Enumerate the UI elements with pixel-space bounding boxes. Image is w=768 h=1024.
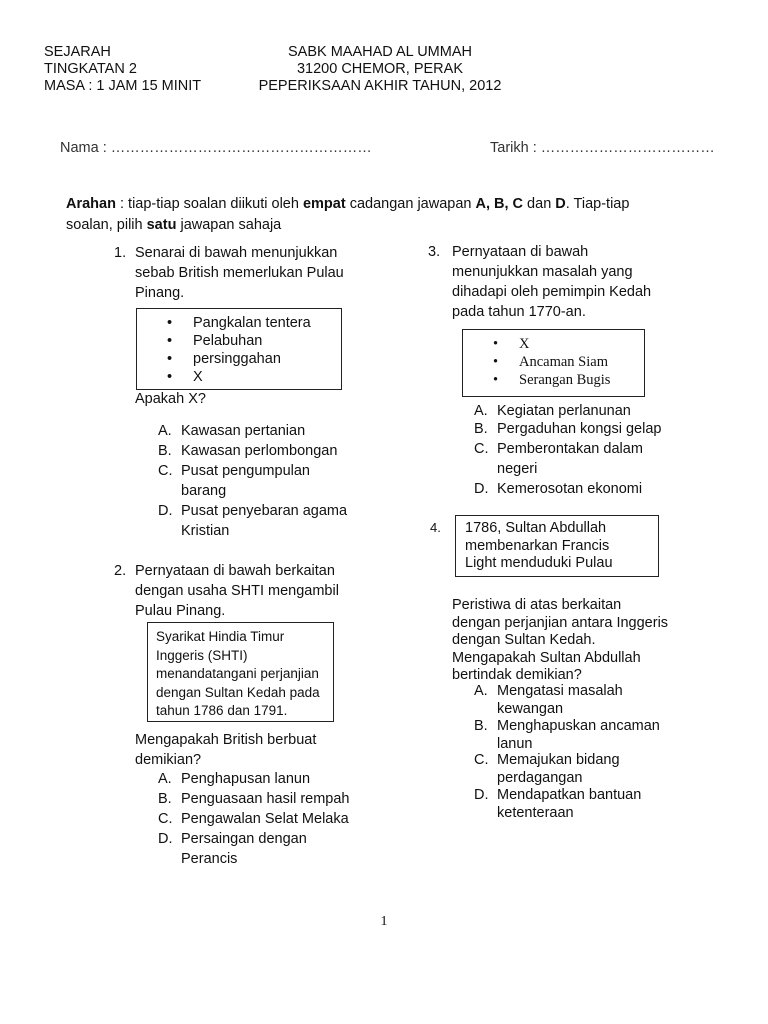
option-label: D.	[474, 481, 489, 497]
source-box	[136, 308, 342, 390]
option-text: Kegiatan perlanunan	[497, 403, 631, 419]
option-line: kewangan	[497, 700, 564, 717]
option-text	[181, 501, 347, 541]
stem-line: Pernyataan di bawah berkaitan	[135, 563, 335, 579]
box-line: Light menduduki Pulau	[465, 555, 613, 571]
option-line: Perancis	[181, 851, 238, 867]
stem-line: dengan Sultan Kedah.	[452, 632, 596, 648]
option-text	[497, 787, 641, 822]
option-line: Pemberontakan dalam	[497, 441, 643, 457]
option-line: Mengatasi masalah	[497, 683, 623, 699]
instr-text: cadangan jawapan	[345, 196, 476, 212]
option-label: A.	[474, 403, 488, 419]
bullet-text: persinggahan	[193, 351, 281, 367]
option-text: Pergaduhan kongsi gelap	[497, 421, 662, 437]
option-text: Kawasan perlombongan	[181, 443, 338, 459]
bullet-item: • Pelabuhan	[137, 332, 341, 350]
instr-text: . Tiap-tiap soalan, pilih	[66, 196, 630, 233]
form-level: TINGKATAN 2	[44, 61, 137, 77]
option-label: A.	[158, 423, 172, 439]
option-label: B.	[158, 443, 172, 459]
stem-line: bertindak demikian?	[452, 667, 582, 683]
option-text: Pengawalan Selat Melaka	[181, 811, 349, 827]
school-name: SABK MAAHAD AL UMMAH	[288, 44, 472, 60]
header-left	[44, 44, 201, 95]
instr-bold: satu	[146, 217, 177, 233]
option-label: A.	[474, 683, 488, 699]
question-stem	[452, 242, 702, 322]
box-line: membenarkan Francis	[465, 537, 610, 554]
option-text: Penghapusan lanun	[181, 771, 311, 787]
instr-bold: D	[555, 196, 566, 212]
stem-line: dengan perjanjian antara Inggeris	[452, 614, 669, 631]
option-line: Pusat pengumpulan	[181, 463, 310, 479]
stem-line: Pulau Pinang.	[135, 603, 226, 619]
question-stem	[135, 561, 385, 621]
option-label: D.	[158, 503, 173, 519]
option-line: barang	[181, 483, 227, 499]
option-line: Kristian	[181, 523, 230, 539]
instr-text: jawapan sahaja	[176, 217, 282, 233]
source-box	[147, 622, 334, 722]
bullet-item: • X	[137, 368, 341, 386]
school-address: 31200 CHEMOR, PERAK	[296, 61, 463, 77]
option-line: Memajukan bidang	[497, 752, 620, 768]
option-label: C.	[158, 463, 173, 479]
question-number: 3.	[428, 244, 441, 260]
option-label: C.	[158, 811, 173, 827]
bullet-item: • Ancaman Siam	[463, 353, 644, 371]
box-line: tahun 1786 dan 1791.	[156, 703, 288, 718]
option-line: Pusat penyebaran agama	[181, 503, 348, 519]
question-prompt	[135, 730, 316, 770]
bullet-item: • Pangkalan tentera	[137, 314, 341, 332]
stem-line: sebab British memerlukan Pulau	[135, 265, 344, 281]
name-field: Nama : ………………………………………………	[60, 140, 372, 156]
option-text: Penguasaan hasil rempah	[181, 791, 350, 807]
box-line: dengan Sultan Kedah pada	[156, 684, 320, 700]
option-line: Mendapatkan bantuan	[497, 787, 642, 803]
option-label: B.	[474, 718, 488, 734]
option-label: A.	[158, 771, 172, 787]
option-text	[497, 439, 643, 479]
option-line: negeri	[497, 461, 538, 477]
duration: MASA : 1 JAM 15 MINIT	[44, 78, 202, 94]
stem-line: pada tahun 1770-an.	[452, 304, 586, 320]
source-box	[455, 515, 659, 577]
instr-text: dan	[523, 196, 556, 212]
instr-bold: A, B, C	[475, 196, 524, 212]
option-text: Kawasan pertanian	[181, 423, 306, 439]
option-line: perdagangan	[497, 769, 583, 786]
stem-line: Pernyataan di bawah	[452, 244, 589, 260]
bullet-item: • X	[463, 335, 644, 353]
instr-label: Arahan	[66, 196, 116, 212]
stem-line: Pinang.	[135, 285, 185, 301]
option-text	[181, 829, 307, 869]
option-line: ketenteraan	[497, 804, 574, 821]
stem-line: Senarai di bawah menunjukkan	[135, 245, 338, 261]
instr-bold: empat	[302, 196, 346, 212]
option-line: lanun	[497, 735, 533, 752]
prompt-line: demikian?	[135, 752, 202, 768]
option-label: D.	[158, 831, 173, 847]
question-prompt: Apakah X?	[135, 391, 206, 407]
option-label: D.	[474, 787, 489, 803]
subject: SEJARAH	[44, 44, 111, 60]
stem-line: Peristiwa di atas berkaitan	[452, 597, 622, 613]
question-stem	[135, 243, 385, 303]
option-text	[497, 718, 660, 753]
option-label: C.	[474, 752, 489, 768]
option-text	[497, 683, 623, 718]
box-line: Syarikat Hindia Timur	[156, 629, 285, 644]
option-text	[181, 461, 310, 501]
source-box	[462, 329, 645, 397]
instruction	[66, 194, 676, 236]
option-text	[497, 752, 620, 787]
option-label: B.	[158, 791, 172, 807]
stem-line: menunjukkan masalah yang	[452, 264, 633, 280]
header-center	[250, 44, 510, 95]
box-line: menandatangani perjanjian	[156, 666, 319, 681]
page-number: 1	[380, 914, 388, 929]
instr-text: : tiap-tiap soalan diikuti oleh	[115, 196, 303, 212]
question-number: 4.	[430, 520, 441, 535]
option-line: Menghapuskan ancaman	[497, 718, 660, 734]
stem-line: Mengapakah Sultan Abdullah	[452, 649, 641, 666]
box-line: Inggeris (SHTI)	[156, 647, 248, 663]
prompt-line: Mengapakah British berbuat	[135, 732, 317, 748]
bullet-continuation	[137, 350, 341, 368]
question-stem	[452, 597, 668, 685]
question-number: 1.	[114, 245, 127, 261]
exam-title: PEPERIKSAAN AKHIR TAHUN, 2012	[258, 78, 502, 94]
option-text: Kemerosotan ekonomi	[497, 481, 643, 497]
stem-line: dihadapi oleh pemimpin Kedah	[452, 284, 652, 300]
option-label: B.	[474, 421, 488, 437]
question-number: 2.	[114, 563, 127, 579]
option-label: C.	[474, 441, 489, 457]
date-field: Tarikh : ………………………………	[490, 140, 715, 156]
option-line: Persaingan dengan	[181, 831, 307, 847]
box-line: 1786, Sultan Abdullah	[465, 520, 607, 536]
bullet-item: • Serangan Bugis	[463, 371, 644, 389]
stem-line: dengan usaha SHTI mengambil	[135, 583, 339, 599]
